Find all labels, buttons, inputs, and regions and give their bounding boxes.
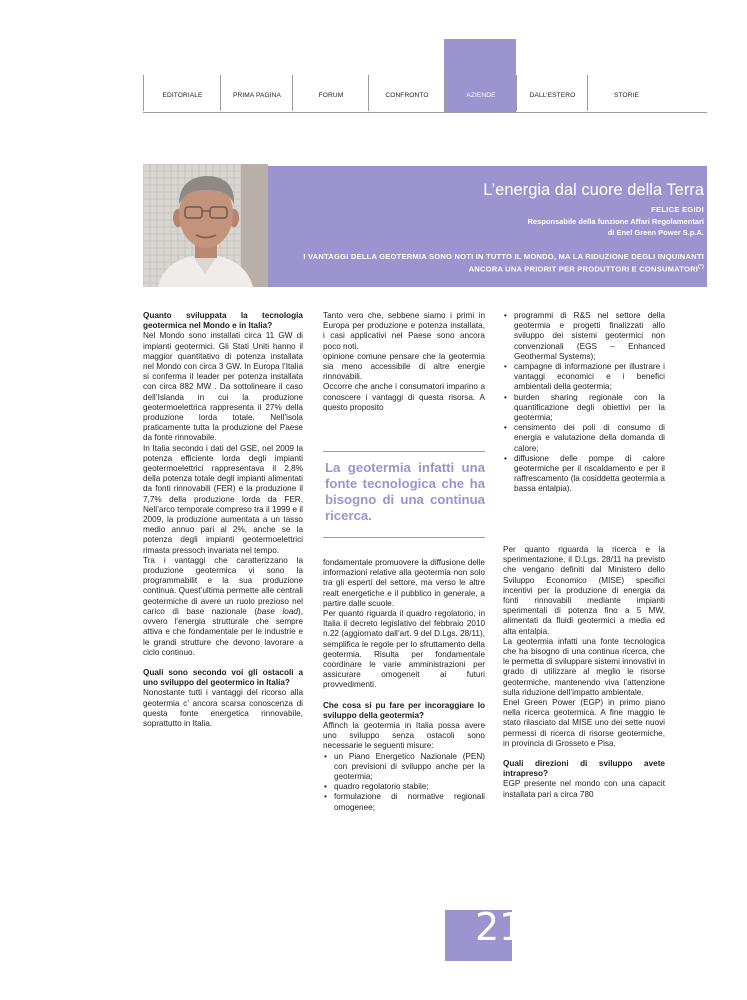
article-abstract [284, 252, 704, 275]
author-role-line: Responsabile della funzione Affari Regolamentari [527, 217, 704, 226]
abstract-text: I VANTAGGI DELLA GEOTERMIA SONO NOTI IN TUTTO IL MONDO, MA LA RIDUZIONE DEGLI INQUINANTI ANCORA UNA PRIORIT PER PRODUTTORI E CONSUMATORI [303, 252, 704, 274]
nav-item-prima-pagina[interactable]: PRIMA PAGINA [220, 75, 293, 111]
list-item: • campagne di informazione per illustrare i vantaggi economici e i benefici ambientali della geotermia; [503, 362, 665, 393]
abstract-footnote-mark: (*) [698, 264, 704, 271]
nav-item-editoriale[interactable]: EDITORIALE [143, 75, 221, 111]
nav-baseline [143, 112, 707, 113]
paragraph: fondamentale promuovere la diffusione delle informazioni relative alla geotermia non solo tra gli esperti del settore, ma verso le altre realt energetiche e il pubblico in generale, a partire dalle scuole. [323, 558, 485, 608]
nav-item-dall-estero[interactable]: DALL’ESTERO [516, 75, 588, 111]
list-item: • quadro regolatorio stabile; [323, 782, 485, 792]
author-company-line: di Enel Green Power S.p.A. [607, 227, 704, 237]
pull-quote-rule-top [323, 451, 485, 452]
article-title: L’energia dal cuore della Terra [483, 181, 704, 199]
paragraph-text: Tra i vantaggi che caratterizzano la produzione geotermica vi sono la programmabilit e la sua produzione continua. Quest’ultima permette alle centrali geotermiche di avere un ruolo prezioso nel carico di base nazionale ( [143, 555, 303, 616]
paragraph [143, 556, 303, 658]
paragraph-text: ), ovvero l’energia strutturale che sempre attiva e che fondamentale per le industrie e le grandi strutture che devono lavorare a ciclo continuo. [143, 606, 303, 657]
paragraph: La geotermia infatti una fonte tecnologica che ha bisogno di una continua ricerca, che le permetta di sviluppare sistemi innovativi in grado di utilizzare al meglio le risorse geotermiche, mantenendo viva l’attenzione sulla riduzione dell’impatto ambientale. [503, 636, 666, 697]
column-2-top [323, 311, 485, 413]
nav-item-confronto[interactable]: CONFRONTO [368, 75, 445, 111]
list-item: • programmi di R&S nel settore della geotermia e progetti finalizzati allo sviluppo dei sistemi geotermici non convenzionali (EGS – Enhanced Geothermal Systems); [503, 311, 665, 362]
question-heading: Quali direzioni di sviluppo avete intrapreso? [503, 759, 665, 779]
paragraph: Per quanto riguarda la ricerca e la sperimentazione, il D.Lgs. 28/11 ha previsto che vengano definiti dal Ministero dello Sviluppo Economico (MISE) specifici incentivi per la produzione di energia da fonti rinnovabili mediante impianti sperimentali di potenza fino a 5 MW, alimentati da fluidi geotermici a media ed alta entalpia. [503, 545, 665, 636]
column-3-bottom [503, 545, 665, 800]
paragraph-italic-term: base load [257, 606, 298, 616]
author-name: FELICE EGIDI [651, 205, 704, 214]
paragraph: Per quanto riguarda il quadro regolatorio, in Italia il decreto legislativo del febbraio 2010 n.22 (aggiornato dall’art. 9 del D.Lgs. 28/11), semplifica le regole per lo sfruttamento della geotermia. Risulta per fondamentale coordinare le varie amministrazioni per assicurare omogeneit ai futuri provvedimenti. [323, 609, 485, 690]
paragraph: Tanto vero che, sebbene siamo i primi in Europa per produzione e potenza installata, i casi applicativi nel Paese sono ancora poco noti. [323, 311, 485, 351]
paragraph: In Italia secondo i dati del GSE, nel 2009 la potenza efficiente lorda degli impianti geotermoelettrici rappresentava il 2,8% della potenza totale degli impianti alimentati da fonti rinnovabili (FER) e la produzione il 7,7% della produzione lorda da FER. Nell’arco temporale compreso tra il 1999 e il 2009, la produzione aumentata a un tasso medio annuo pari al 2%, anche se la potenza degli impianti geotermoelettrici rimasta pressoch invariata nel tempo. [143, 443, 303, 555]
list-item: • formulazione di normative regionali omogenee; [323, 792, 485, 812]
question-heading: Quanto sviluppata la tecnologia geotermica nel Mondo e in Italia? [143, 311, 303, 331]
page-number: 21 [475, 905, 524, 949]
nav-item-forum[interactable]: FORUM [292, 75, 369, 111]
column-3-top [503, 311, 665, 495]
nav-item-aziende[interactable]: AZIENDE [444, 75, 517, 111]
measures-list [323, 752, 485, 813]
list-item: • diffusione delle pompe di calore geotermiche per il riscaldamento e per il raffrescamento (la cosiddetta geotermia a bassa entalpia). [503, 454, 665, 495]
paragraph: Nonostante tutti i vantaggi del ricorso alla geotermia c’ ancora scarsa conoscenza di questa fonte energetica rinnovabile, soprattutto in Italia. [143, 688, 303, 728]
author-role [528, 217, 704, 238]
pull-quote: La geotermia infatti una fonte tecnologica che ha bisogno di una continua ricerca. [325, 460, 485, 523]
list-item: • un Piano Energetico Nazionale (PEN) con previsioni di sviluppo anche per la geotermia; [323, 752, 485, 783]
list-item: • censimento dei poli di consumo di energia e valutazione della domanda di calore; [503, 423, 665, 454]
paragraph: Affinch la geotermia in Italia possa avere uno sviluppo senza ostacoli sono necessarie le seguenti misure: [323, 721, 485, 751]
nav-item-storie[interactable]: STORIE [587, 75, 665, 111]
question-heading: Quali sono secondo voi gli ostacoli a uno sviluppo del geotermico in Italia? [143, 667, 303, 688]
author-photo [143, 164, 268, 287]
paragraph: EGP presente nel mondo con una capacit installata pari a circa 780 [503, 779, 665, 799]
column-1 [143, 311, 303, 729]
pull-quote-rule-bottom [323, 537, 485, 538]
column-2-bottom [323, 558, 485, 813]
list-item: • burden sharing regionale con la quantificazione degli obiettivi per la geotermia; [503, 393, 665, 424]
paragraph: Occorre che anche i consumatori imparino a conoscere i vantaggi di questa risorsa. A questo proposito [323, 382, 485, 412]
measures-list-continued [503, 311, 665, 495]
paragraph: Enel Green Power (EGP) in primo piano nella ricerca geotermica. A fine maggio le stato rilasciato dal MISE uno dei sette nuovi permessi di ricerca di risorse geotermiche, in provincia di Grosseto e Pisa. [503, 698, 665, 748]
paragraph: Nel Mondo sono installati circa 11 GW di impianti geotermici. Gli Stati Uniti hanno il maggior quantitativo di potenza installata nel Mondo con circa 3 GW. In Europa l’Italia si conferma il leader per potenza installata con circa 882 MW . Da sottolineare il caso dell’Islanda in cui la produzione geotermoelettrica rappresenta il 27% della produzione lorda totale. Nell’isola praticamente tutta la produzione del Paese da fonte rinnovabile. [143, 331, 303, 443]
paragraph: opinione comune pensare che la geotermia sia meno accessibile di altre energie rinnovabili. [323, 351, 485, 382]
question-heading: Che cosa si pu fare per incoraggiare lo sviluppo della geotermia? [323, 700, 485, 720]
